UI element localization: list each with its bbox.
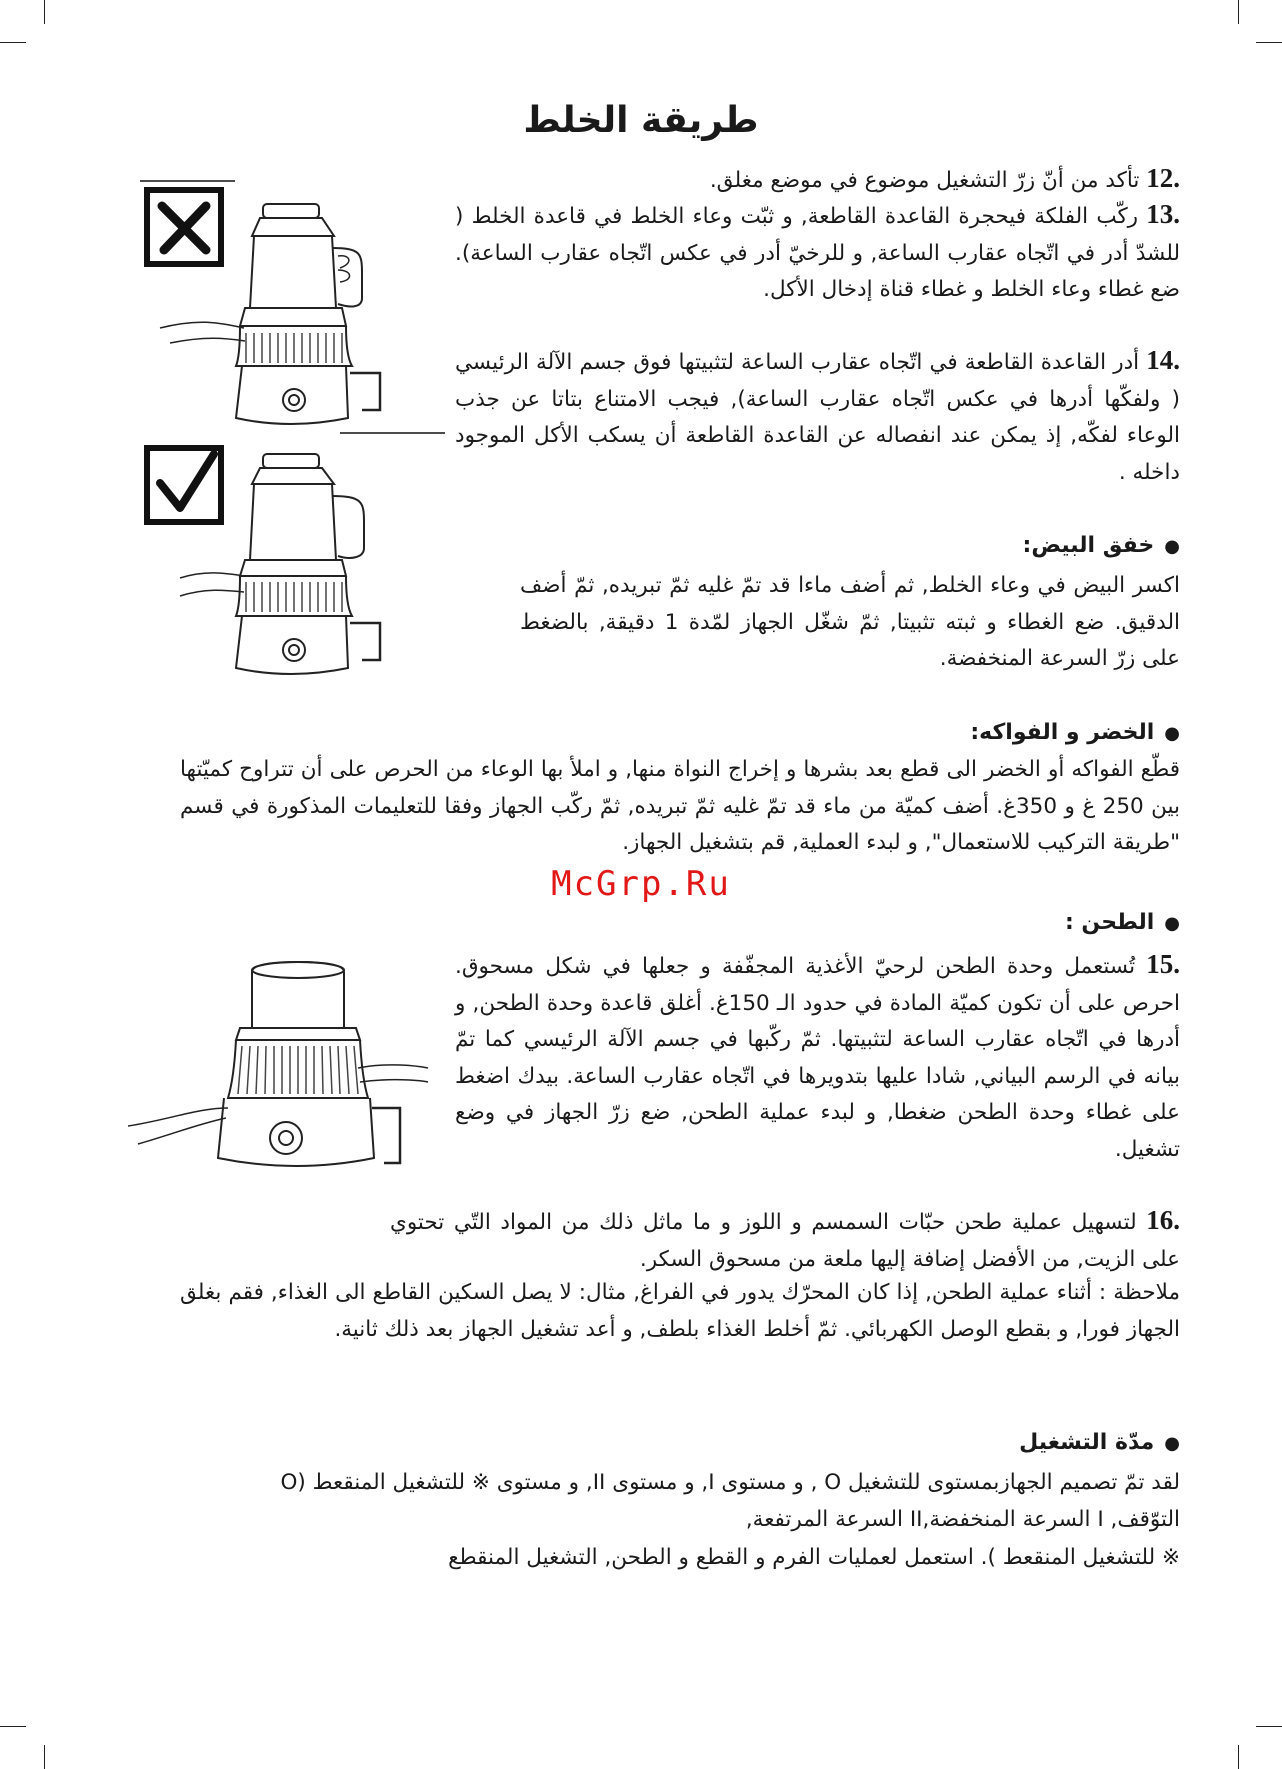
grinder-figure	[128, 958, 438, 1208]
crop-mark	[0, 42, 26, 43]
step-text: تُستعمل وحدة الطحن لرحيّ الأغذية المجفّفة و جعلها في شكل مسحوق. احرص على أن تكون كميّة المادة في حدود الـ 150غ. أغلق قاعدة وحدة الطحن, و أدرها في اتّجاه عقارب الساعة لتثبيتها. ثمّ ركّبها في جسم الآلة الرئيسي كما تمّ بيانه في الرسم البياني, شادا عليها بتدويرها في اتّجاه عقارب الساعة. بيدك اضغط على غطاء وحدة الطحن ضغطا, و لبدء عملية الطحن, ضع زرّ الجهاز في وضع تشغيل.	[455, 954, 1180, 1162]
step-number: .12	[1146, 163, 1180, 193]
step-number: .15	[1146, 949, 1180, 979]
grinding-note: ملاحظة : أثناء عملية الطحن, إذا كان المحرّك يدور في الفراغ, مثال: لا يصل السكين القاطع الى الغذاء, فقم بغلق الجهاز فورا, و بقطع الوصل الكهربائي. ثمّ أخلط الغذاء بلطف, و أعد تشغيل الجهاز بعد ذلك ثانية.	[180, 1280, 1180, 1342]
step-text: تأكد من أنّ زرّ التشغيل موضوع في موضع مغلق.	[709, 168, 1140, 193]
veg-heading-text: الخضر و الفواكه:	[970, 720, 1155, 745]
crop-mark	[44, 0, 45, 24]
veg-heading	[140, 720, 1180, 745]
grinder-illustration	[128, 958, 438, 1208]
blender-figure	[140, 178, 445, 698]
crop-mark	[44, 1745, 45, 1769]
grinding-heading	[455, 910, 1180, 935]
step-number: .13	[1146, 199, 1180, 229]
duration-heading-text: مدّة التشغيل	[1019, 1430, 1155, 1455]
step-13	[455, 196, 1180, 309]
eggs-paragraph: اكسر البيض في وعاء الخلط, ثم أضف ماءا قد تمّ غليه ثمّ تبريده, ثمّ أضف الدقيق. ضع الغطاء و ثبته تثبيتا, ثمّ شغّل الجهاز لمّدة 1 دقيقة, بالضغط على زرّ السرعة المنخفضة.	[520, 573, 1180, 671]
bullet-dot-icon: ●	[1164, 913, 1180, 934]
step-16	[390, 1202, 1180, 1278]
blender-illustration	[140, 178, 445, 698]
step-12	[455, 160, 1180, 200]
step-text: ركّب الفلكة فيحجرة القاعدة القاطعة, و ثبّت وعاء الخلط في قاعدة الخلط ( للشدّ أدر في اتّجاه عقارب الساعة, و للرخيّ أدر في عكس اتّجاه عقارب الساعة). ضع غطاء وعاء الخلط و غطاء قناة إدخال الأكل.	[455, 204, 1180, 302]
duration-line-1: لقد تمّ تصميم الجهازبمستوى للتشغيل O , و مستوى I, و مستوى II, و مستوى ※ للتشغيل المنقعط (O	[280, 1470, 1180, 1495]
grinding-heading-text: الطحن :	[1064, 910, 1155, 935]
step-15	[455, 946, 1180, 1168]
bullet-dot-icon: ●	[1164, 536, 1180, 557]
step-14	[455, 342, 1180, 491]
bullet-dot-icon: ●	[1164, 1433, 1180, 1454]
page-title: طريقة الخلط	[523, 100, 759, 141]
step-text: لتسهيل عملية طحن حبّات السمسم و اللوز و ما ماثل ذلك من المواد التّي تحتوي على الزيت, من الأفضل إضافة إليها ملعة من مسحوق السكر.	[390, 1210, 1180, 1272]
eggs-heading	[455, 533, 1180, 558]
duration-heading	[180, 1430, 1180, 1455]
crop-mark	[1238, 0, 1239, 24]
duration-line-3: ※ للتشغيل المنقعط ). استعمل لعمليات الفرم و القطع و الطحن, التشغيل المنقطع	[448, 1545, 1180, 1570]
step-number: .16	[1146, 1205, 1180, 1235]
step-number: .14	[1146, 345, 1180, 375]
crop-mark	[1238, 1745, 1239, 1769]
crop-mark	[1256, 42, 1282, 43]
cross-mark-icon	[147, 190, 221, 264]
step-text: أدر القاعدة القاطعة في اتّجاه عقارب الساعة لتثبيتها فوق جسم الآلة الرئيسي ( ولفكّها أدرها في عكس اتّجاه عقارب الساعة), فيجب الامتناع بتاتا عن جذب الوعاء لفكّه, إذ يمكن عند انفصاله عن القاعدة القاطعة أن يسكب الأكل الموجود داخله .	[455, 350, 1180, 485]
crop-mark	[1256, 1726, 1282, 1727]
check-mark-icon	[147, 448, 221, 522]
eggs-heading-text: خفق البيض:	[1022, 533, 1155, 558]
veg-paragraph: قطّع الفواكه أو الخضر الى قطع بعد بشرها و إخراج النواة منها, و املأ بها الوعاء من الحرص على أن تتراوح كميّتها بين 250 غ و 350غ. أضف كميّة من ماء قد تمّ غليه ثمّ تبريده, ثمّ ركّب الجهاز وفقا للتعليمات المذكورة في قسم "طريقة التركيب للاستعمال", و لبدء العملية, قم بتشغيل الجهاز.	[180, 757, 1180, 855]
bullet-dot-icon: ●	[1164, 723, 1180, 744]
crop-mark	[0, 1726, 26, 1727]
watermark: McGrp.Ru	[551, 864, 731, 904]
duration-line-2: التوّقف, I السرعة المنخفضة,II السرعة المرتفعة,	[745, 1507, 1180, 1532]
